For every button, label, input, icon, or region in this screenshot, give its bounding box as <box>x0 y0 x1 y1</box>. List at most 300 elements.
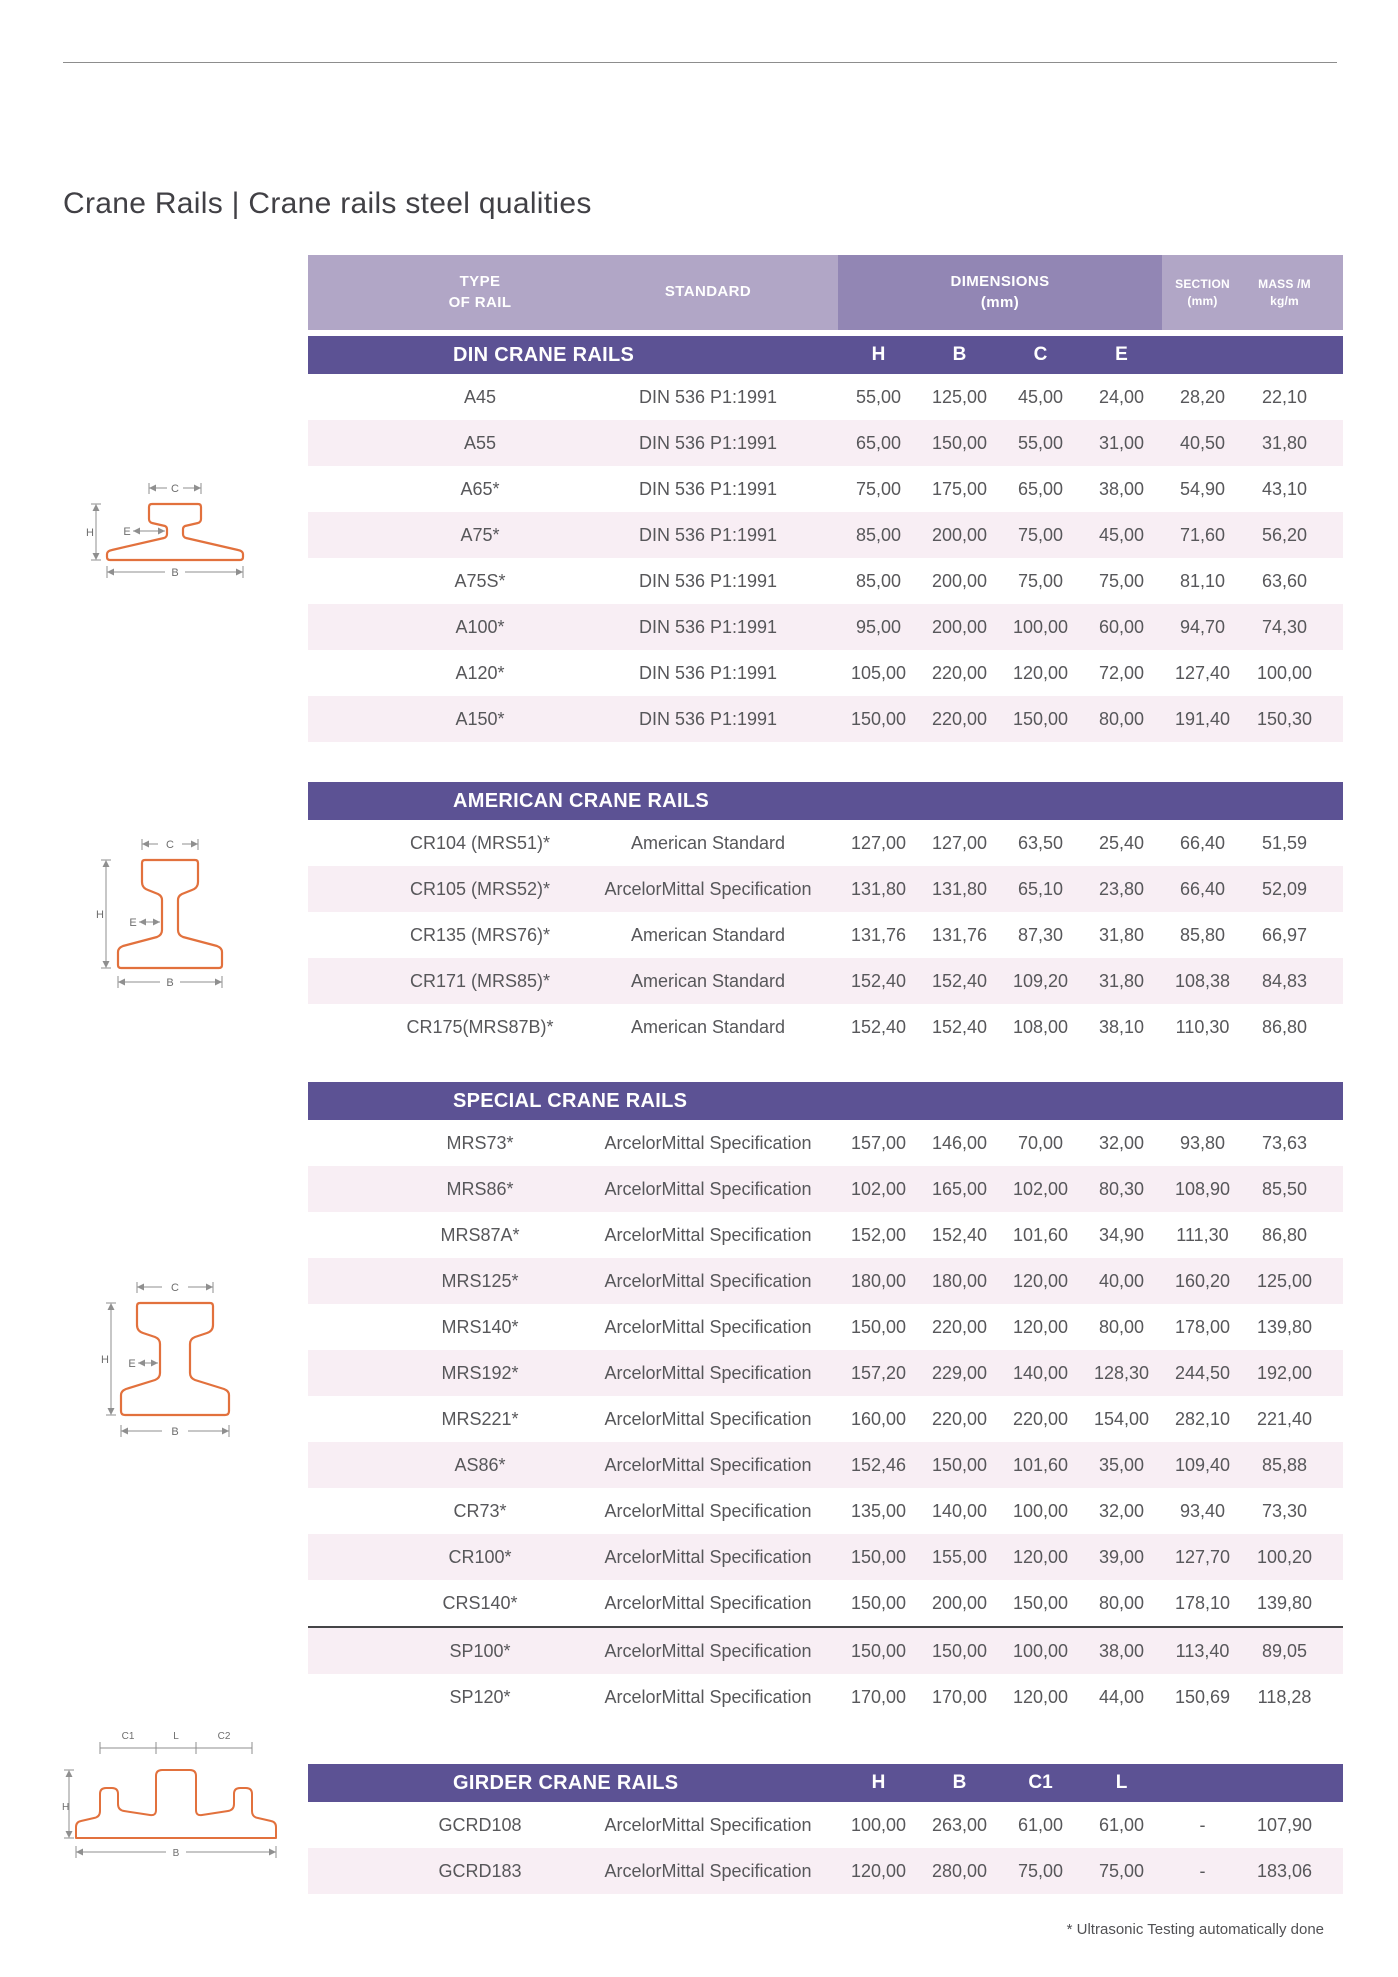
mass-value-cell: 150,30 <box>1256 708 1313 729</box>
dim-h-cell: 157,20 <box>850 1362 907 1383</box>
dim-b-cell: 229,00 <box>931 1362 988 1383</box>
section-title: GIRDER CRANE RAILS <box>453 1771 679 1794</box>
rail-type-cell: A75* <box>460 524 500 545</box>
section-value-cell: 54,90 <box>1179 478 1226 499</box>
section-value-cell: 93,80 <box>1179 1132 1226 1153</box>
standard-cell: ArcelorMittal Specification <box>604 1454 812 1475</box>
dim-b-cell: 150,00 <box>931 1454 988 1475</box>
section-value-cell: 244,50 <box>1174 1362 1231 1383</box>
table-row <box>308 1534 1343 1580</box>
rail-type-cell: CR100* <box>448 1546 512 1567</box>
column-letter-b: B <box>952 344 967 365</box>
mass-value-cell: 51,59 <box>1261 832 1308 853</box>
table-row <box>308 604 1343 650</box>
dim-c-cell: 150,00 <box>1012 1592 1069 1613</box>
dim-h-cell: 150,00 <box>850 1592 907 1613</box>
section-value-cell: 109,40 <box>1174 1454 1231 1475</box>
section-band <box>308 336 1343 374</box>
mass-value-cell: 73,63 <box>1261 1132 1308 1153</box>
section-value-cell: - <box>1199 1814 1206 1835</box>
section-value-cell: 282,10 <box>1174 1408 1231 1429</box>
column-letter-b: B <box>952 1772 967 1793</box>
table-row <box>308 696 1343 742</box>
standard-cell: American Standard <box>630 970 786 991</box>
dim-c-cell: 63,50 <box>1017 832 1064 853</box>
table-row <box>308 558 1343 604</box>
dim-label-h: H <box>96 909 104 921</box>
header-right-band <box>1162 255 1343 330</box>
dim-label-b: B <box>166 977 174 989</box>
table-section-din <box>308 336 1343 742</box>
standard-cell: ArcelorMittal Specification <box>604 1860 812 1881</box>
dim-h-cell: 152,00 <box>850 1224 907 1245</box>
dim-h-cell: 152,40 <box>850 1016 907 1037</box>
section-value-cell: 85,80 <box>1179 924 1226 945</box>
footnote: * Ultrasonic Testing automatically done <box>1066 1921 1324 1938</box>
dim-label-b: B <box>171 1426 179 1438</box>
section-title: SPECIAL CRANE RAILS <box>453 1089 688 1112</box>
rail-type-cell: MRS140* <box>441 1316 519 1337</box>
dim-e-cell: 38,00 <box>1098 478 1145 499</box>
mass-value-cell: 86,80 <box>1261 1016 1308 1037</box>
standard-cell: ArcelorMittal Specification <box>604 1686 812 1707</box>
column-letter-h: H <box>871 344 886 365</box>
dim-c-cell: 55,00 <box>1017 432 1064 453</box>
mass-value-cell: 86,80 <box>1261 1224 1308 1245</box>
dim-b-cell: 150,00 <box>931 432 988 453</box>
dim-b-cell: 152,40 <box>931 970 988 991</box>
dim-e-cell: 34,90 <box>1098 1224 1145 1245</box>
rail-type-cell: SP100* <box>449 1640 511 1661</box>
dim-b-cell: 180,00 <box>931 1270 988 1291</box>
dim-h-cell: 85,00 <box>855 524 902 545</box>
dim-label-b: B <box>171 567 179 579</box>
section-band <box>308 1082 1343 1120</box>
table-row <box>308 1350 1343 1396</box>
dim-h-cell: 150,00 <box>850 1316 907 1337</box>
special-rail-outline <box>121 1303 229 1415</box>
dim-label-e: E <box>128 1358 136 1370</box>
rail-type-cell: A55 <box>463 432 497 453</box>
section-value-cell: 94,70 <box>1179 616 1226 637</box>
dim-b-cell: 131,80 <box>931 878 988 899</box>
mass-value-cell: 84,83 <box>1261 970 1308 991</box>
standard-cell: ArcelorMittal Specification <box>604 1132 812 1153</box>
rail-type-cell: MRS87A* <box>440 1224 520 1245</box>
column-letter-h: H <box>871 1772 886 1793</box>
standard-cell: ArcelorMittal Specification <box>604 1224 812 1245</box>
dim-label-h: H <box>101 1354 109 1366</box>
column-letter-c1: C1 <box>1028 1772 1053 1793</box>
header-dimensions-line1: DIMENSIONS <box>950 273 1050 291</box>
section-band <box>308 782 1343 820</box>
standard-cell: DIN 536 P1:1991 <box>638 616 778 637</box>
dim-h-cell: 160,00 <box>850 1408 907 1429</box>
standard-cell: ArcelorMittal Specification <box>604 1640 812 1661</box>
dim-label-b: B <box>172 1848 180 1859</box>
dim-c-cell: 75,00 <box>1017 524 1064 545</box>
dim-e-cell: 80,00 <box>1098 1592 1145 1613</box>
section-value-cell: 127,40 <box>1174 662 1231 683</box>
dim-c-cell: 120,00 <box>1012 1546 1069 1567</box>
mass-value-cell: 139,80 <box>1256 1316 1313 1337</box>
dim-b-cell: 150,00 <box>931 1640 988 1661</box>
standard-cell: American Standard <box>630 1016 786 1037</box>
dim-c-cell: 102,00 <box>1012 1178 1069 1199</box>
dim-e-cell: 60,00 <box>1098 616 1145 637</box>
dim-h-cell: 85,00 <box>855 570 902 591</box>
dim-c-cell: 120,00 <box>1012 1316 1069 1337</box>
dim-c-cell: 100,00 <box>1012 1500 1069 1521</box>
header-section-line1: SECTION <box>1175 277 1230 292</box>
dim-e-cell: 39,00 <box>1098 1546 1145 1567</box>
header-type-line1: TYPE <box>459 273 501 291</box>
dim-c-cell: 87,30 <box>1017 924 1064 945</box>
mass-value-cell: 221,40 <box>1256 1408 1313 1429</box>
standard-cell: DIN 536 P1:1991 <box>638 570 778 591</box>
table-header <box>308 255 1343 330</box>
header-standard-label: STANDARD <box>664 283 752 301</box>
dim-b-cell: 155,00 <box>931 1546 988 1567</box>
rail-type-cell: MRS125* <box>441 1270 519 1291</box>
standard-cell: ArcelorMittal Specification <box>604 1178 812 1199</box>
section-value-cell: 178,10 <box>1174 1592 1231 1613</box>
dim-e-cell: 72,00 <box>1098 662 1145 683</box>
table-row <box>308 1488 1343 1534</box>
mass-value-cell: 66,97 <box>1261 924 1308 945</box>
table-section-special <box>308 1082 1343 1720</box>
dim-b-cell: 131,76 <box>931 924 988 945</box>
dim-c-cell: 70,00 <box>1017 1132 1064 1153</box>
dim-b-cell: 220,00 <box>931 1408 988 1429</box>
section-value-cell: 110,30 <box>1175 1016 1230 1037</box>
section-value-cell: 108,38 <box>1174 970 1231 991</box>
dim-c-cell: 101,60 <box>1012 1454 1069 1475</box>
crane-rails-table <box>308 255 1343 1894</box>
table-row <box>308 650 1343 696</box>
rail-type-cell: CR105 (MRS52)* <box>409 878 551 899</box>
dim-b-cell: 170,00 <box>931 1686 988 1707</box>
table-row <box>308 512 1343 558</box>
section-value-cell: 81,10 <box>1179 570 1226 591</box>
standard-cell: DIN 536 P1:1991 <box>638 478 778 499</box>
mass-value-cell: 107,90 <box>1256 1814 1313 1835</box>
dim-label-c: C <box>171 483 179 495</box>
girder-rail-profile-diagram <box>62 1730 290 1868</box>
header-mass-line1: MASS /M <box>1258 277 1311 292</box>
american-rail-profile-diagram <box>95 830 235 1010</box>
mass-value-cell: 63,60 <box>1261 570 1308 591</box>
dim-e-cell: 31,00 <box>1098 432 1145 453</box>
dim-c-cell: 220,00 <box>1012 1408 1069 1429</box>
standard-cell: American Standard <box>630 924 786 945</box>
girder-rail-outline <box>76 1770 276 1838</box>
dim-e-cell: 24,00 <box>1098 386 1145 407</box>
dim-e-cell: 40,00 <box>1098 1270 1145 1291</box>
dim-e-cell: 80,00 <box>1098 1316 1145 1337</box>
dim-label-h: H <box>86 527 94 539</box>
dim-h-cell: 135,00 <box>850 1500 907 1521</box>
table-row <box>308 1396 1343 1442</box>
dim-h-cell: 131,80 <box>850 878 907 899</box>
standard-cell: American Standard <box>630 832 786 853</box>
rail-type-cell: A65* <box>460 478 500 499</box>
section-value-cell: 150,69 <box>1174 1686 1231 1707</box>
dim-b-cell: 165,00 <box>931 1178 988 1199</box>
column-letter-l: L <box>1115 1772 1128 1793</box>
dim-e-cell: 128,30 <box>1093 1362 1150 1383</box>
table-section-girder <box>308 1764 1343 1894</box>
standard-cell: DIN 536 P1:1991 <box>638 386 778 407</box>
standard-cell: ArcelorMittal Specification <box>604 1270 812 1291</box>
dim-b-cell: 220,00 <box>931 662 988 683</box>
dim-b-cell: 263,00 <box>931 1814 988 1835</box>
dim-label-c: C <box>166 839 174 851</box>
mass-value-cell: 73,30 <box>1261 1500 1308 1521</box>
dim-b-cell: 200,00 <box>931 524 988 545</box>
mass-value-cell: 100,00 <box>1256 662 1313 683</box>
dim-h-cell: 75,00 <box>855 478 902 499</box>
section-value-cell: 160,20 <box>1174 1270 1231 1291</box>
table-sections <box>308 336 1343 1894</box>
dim-b-cell: 280,00 <box>931 1860 988 1881</box>
american-rail-outline <box>118 860 222 968</box>
rail-type-cell: AS86* <box>454 1454 506 1475</box>
rail-type-cell: A150* <box>455 708 505 729</box>
dim-e-cell: 32,00 <box>1098 1132 1145 1153</box>
dim-b-cell: 200,00 <box>931 570 988 591</box>
dim-c-cell: 150,00 <box>1012 708 1069 729</box>
dim-h-cell: 100,00 <box>850 1814 907 1835</box>
dim-c-cell: 109,20 <box>1012 970 1069 991</box>
dim-e-cell: 44,00 <box>1098 1686 1145 1707</box>
dim-b-cell: 220,00 <box>931 1316 988 1337</box>
standard-cell: DIN 536 P1:1991 <box>638 524 778 545</box>
dim-e-cell: 80,00 <box>1098 708 1145 729</box>
dim-b-cell: 152,40 <box>931 1224 988 1245</box>
dim-e-cell: 80,30 <box>1098 1178 1145 1199</box>
mass-value-cell: 22,10 <box>1261 386 1308 407</box>
column-letter-e: E <box>1115 344 1128 365</box>
section-value-cell: - <box>1199 1860 1206 1881</box>
mass-value-cell: 100,20 <box>1256 1546 1313 1567</box>
dim-e-cell: 61,00 <box>1098 1814 1145 1835</box>
mass-value-cell: 56,20 <box>1261 524 1308 545</box>
mass-value-cell: 74,30 <box>1261 616 1308 637</box>
section-value-cell: 93,40 <box>1179 1500 1226 1521</box>
table-row <box>308 1120 1343 1166</box>
rail-type-cell: MRS221* <box>441 1408 519 1429</box>
table-row <box>308 1212 1343 1258</box>
section-title: AMERICAN CRANE RAILS <box>453 789 709 812</box>
dim-c-cell: 45,00 <box>1017 386 1064 407</box>
rail-type-cell: A120* <box>455 662 505 683</box>
mass-value-cell: 52,09 <box>1261 878 1308 899</box>
standard-cell: ArcelorMittal Specification <box>604 1592 812 1613</box>
dim-e-cell: 45,00 <box>1098 524 1145 545</box>
section-value-cell: 178,00 <box>1174 1316 1231 1337</box>
dim-c-cell: 75,00 <box>1017 1860 1064 1881</box>
dim-e-cell: 75,00 <box>1098 1860 1145 1881</box>
table-row <box>308 420 1343 466</box>
mass-value-cell: 139,80 <box>1256 1592 1313 1613</box>
standard-cell: ArcelorMittal Specification <box>604 1500 812 1521</box>
rail-type-cell: SP120* <box>449 1686 511 1707</box>
dim-b-cell: 200,00 <box>931 616 988 637</box>
section-value-cell: 113,40 <box>1175 1640 1230 1661</box>
rail-type-cell: MRS73* <box>446 1132 514 1153</box>
rail-type-cell: MRS192* <box>441 1362 519 1383</box>
mass-value-cell: 183,06 <box>1256 1860 1313 1881</box>
standard-cell: DIN 536 P1:1991 <box>638 432 778 453</box>
rail-type-cell: A100* <box>455 616 505 637</box>
dim-e-cell: 38,10 <box>1098 1016 1145 1037</box>
table-row <box>308 958 1343 1004</box>
standard-cell: ArcelorMittal Specification <box>604 878 812 899</box>
header-type-of-rail <box>308 272 560 313</box>
header-section-line2: (mm) <box>1187 293 1218 308</box>
header-section <box>1162 276 1243 308</box>
dim-c-cell: 65,10 <box>1017 878 1064 899</box>
dim-h-cell: 150,00 <box>850 1546 907 1567</box>
dim-c-cell: 75,00 <box>1017 570 1064 591</box>
dim-e-cell: 23,80 <box>1098 878 1145 899</box>
dim-c-cell: 100,00 <box>1012 616 1069 637</box>
rail-type-cell: CRS140* <box>442 1592 518 1613</box>
top-rule <box>63 62 1337 63</box>
dim-e-cell: 75,00 <box>1098 570 1145 591</box>
rail-type-cell: MRS86* <box>446 1178 514 1199</box>
dim-c-cell: 65,00 <box>1017 478 1064 499</box>
table-row <box>308 1166 1343 1212</box>
page-title: Crane Rails | Crane rails steel qualities <box>63 187 592 220</box>
dim-label-c2: C2 <box>217 1731 231 1742</box>
dim-label-e: E <box>123 526 131 538</box>
standard-cell: ArcelorMittal Specification <box>604 1814 812 1835</box>
dim-h-cell: 120,00 <box>850 1860 907 1881</box>
table-row <box>308 1802 1343 1848</box>
dim-label-h: H <box>62 1802 70 1813</box>
dim-h-cell: 127,00 <box>850 832 907 853</box>
table-row <box>308 1580 1343 1626</box>
section-value-cell: 66,40 <box>1179 878 1226 899</box>
section-title: DIN CRANE RAILS <box>453 343 635 366</box>
table-row <box>308 1304 1343 1350</box>
rail-type-cell: CR175(MRS87B)* <box>406 1016 554 1037</box>
dim-h-cell: 157,00 <box>850 1132 907 1153</box>
table-row <box>308 1628 1343 1674</box>
dim-b-cell: 125,00 <box>931 386 988 407</box>
table-row <box>308 466 1343 512</box>
dim-b-cell: 140,00 <box>931 1500 988 1521</box>
mass-value-cell: 118,28 <box>1257 1686 1312 1707</box>
dim-e-cell: 31,80 <box>1098 970 1145 991</box>
dim-h-cell: 95,00 <box>855 616 902 637</box>
section-band <box>308 1764 1343 1802</box>
mass-value-cell: 31,80 <box>1261 432 1308 453</box>
rail-type-cell: CR73* <box>453 1500 507 1521</box>
dim-h-cell: 150,00 <box>850 1640 907 1661</box>
dim-e-cell: 35,00 <box>1098 1454 1145 1475</box>
mass-value-cell: 89,05 <box>1261 1640 1308 1661</box>
dim-h-cell: 152,46 <box>850 1454 907 1475</box>
standard-cell: DIN 536 P1:1991 <box>638 708 778 729</box>
dim-h-cell: 102,00 <box>850 1178 907 1199</box>
mass-value-cell: 192,00 <box>1256 1362 1313 1383</box>
section-value-cell: 191,40 <box>1174 708 1231 729</box>
rail-type-cell: CR104 (MRS51)* <box>409 832 551 853</box>
dim-c-cell: 61,00 <box>1017 1814 1064 1835</box>
section-value-cell: 28,20 <box>1179 386 1226 407</box>
table-row <box>308 1258 1343 1304</box>
mass-value-cell: 85,50 <box>1261 1178 1308 1199</box>
table-row <box>308 912 1343 958</box>
dim-label-c: C <box>171 1282 179 1294</box>
table-row <box>308 1004 1343 1050</box>
special-rail-profile-diagram <box>100 1275 240 1465</box>
dim-b-cell: 146,00 <box>931 1132 988 1153</box>
dim-e-cell: 154,00 <box>1093 1408 1150 1429</box>
dim-b-cell: 220,00 <box>931 708 988 729</box>
rail-type-cell: A75S* <box>454 570 506 591</box>
rail-type-cell: GCRD108 <box>438 1814 522 1835</box>
table-row <box>308 1442 1343 1488</box>
dim-label-l: L <box>173 1731 179 1742</box>
header-mass <box>1243 276 1343 308</box>
header-left-band <box>308 255 838 330</box>
mass-value-cell: 43,10 <box>1261 478 1308 499</box>
section-value-cell: 127,70 <box>1174 1546 1231 1567</box>
dim-e-cell: 32,00 <box>1098 1500 1145 1521</box>
dim-h-cell: 65,00 <box>855 432 902 453</box>
dim-h-cell: 105,00 <box>850 662 907 683</box>
rail-type-cell: GCRD183 <box>438 1860 522 1881</box>
rail-type-cell: A45 <box>463 386 497 407</box>
header-type-line2: OF RAIL <box>448 293 512 311</box>
section-value-cell: 71,60 <box>1179 524 1226 545</box>
dim-e-cell: 31,80 <box>1098 924 1145 945</box>
dim-h-cell: 180,00 <box>850 1270 907 1291</box>
section-value-cell: 108,90 <box>1174 1178 1231 1199</box>
dim-c-cell: 120,00 <box>1012 1686 1069 1707</box>
rail-type-cell: CR135 (MRS76)* <box>409 924 551 945</box>
dim-e-cell: 38,00 <box>1098 1640 1145 1661</box>
dim-e-cell: 25,40 <box>1098 832 1145 853</box>
section-value-cell: 40,50 <box>1179 432 1226 453</box>
section-value-cell: 111,30 <box>1176 1224 1229 1245</box>
table-row <box>308 820 1343 866</box>
dim-b-cell: 200,00 <box>931 1592 988 1613</box>
table-row <box>308 1848 1343 1894</box>
header-dimensions <box>838 255 1162 330</box>
section-value-cell: 66,40 <box>1179 832 1226 853</box>
table-row <box>308 866 1343 912</box>
dim-label-c1: C1 <box>121 1731 135 1742</box>
din-rail-profile-diagram <box>85 474 250 585</box>
header-standard <box>560 282 838 302</box>
dim-b-cell: 175,00 <box>931 478 988 499</box>
standard-cell: ArcelorMittal Specification <box>604 1316 812 1337</box>
dim-c-cell: 108,00 <box>1012 1016 1069 1037</box>
dim-h-cell: 152,40 <box>850 970 907 991</box>
table-section-american <box>308 782 1343 1050</box>
standard-cell: ArcelorMittal Specification <box>604 1546 812 1567</box>
standard-cell: ArcelorMittal Specification <box>604 1362 812 1383</box>
dim-c-cell: 140,00 <box>1012 1362 1069 1383</box>
dim-c-cell: 101,60 <box>1012 1224 1069 1245</box>
dim-label-e: E <box>129 917 137 929</box>
mass-value-cell: 125,00 <box>1256 1270 1313 1291</box>
